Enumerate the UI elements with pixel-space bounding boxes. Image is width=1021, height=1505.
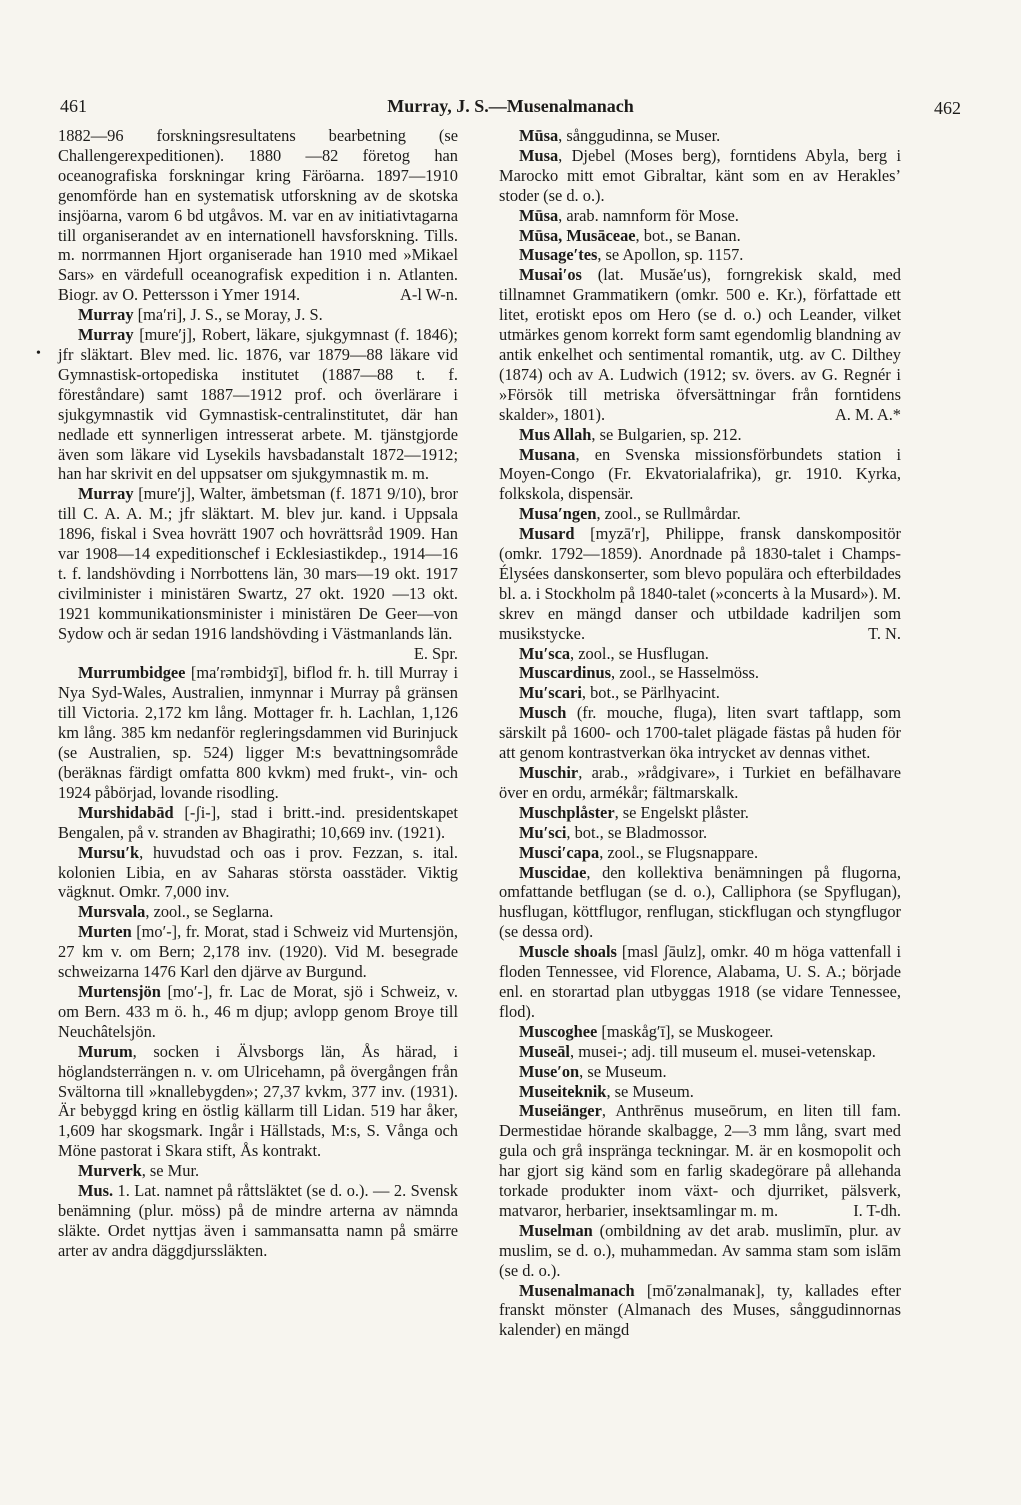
dictionary-entry (499, 663, 901, 683)
dictionary-entry (499, 823, 901, 843)
entry-headword: Mūsa (519, 126, 559, 145)
entry-text: , se Apollon, sp. 1157. (597, 245, 744, 265)
dictionary-entry (499, 226, 901, 246)
entry-headword: Musa′ngen (519, 504, 597, 524)
entry-text: , arab. namnform för Mose. (558, 205, 739, 225)
entry-headword: Murten (78, 922, 132, 942)
entry-headword: Mu′sci (519, 822, 567, 842)
entry-text: , en Svenska missionsförbundets station i Moyen-Congo (Fr. Ekvatorialafrika), gr. 1910. Kyrka, folkskola, dispensär. (499, 444, 901, 504)
entry-text: [-ʃi-], stad i britt.-ind. presidentskapet Bengalen, på v. stranden av Bhagirathi; 10,669 inv. (1921). (58, 802, 458, 842)
entry-text: 1882—96 forskningsresultatens bearbetning (se Challengerexpeditionen). 1880 —82 företog han oceanografiska forskningar kring Färöarna. 1897—1910 genomförde han en systematisk utforskning av de skotska insjöarna, varom 6 bd utgåvos. M. var en av initiativtagarna till organiserandet av en internationell havsforskning. Tills. m. norrmannen Hjort organiserade han 1910 med »Mikael Sars» en värdefull oceanografisk expedition i n. Atlanten. Biogr. av O. Pettersson i Ymer 1914. (58, 126, 458, 305)
entry-text: , zool., se Rullmårdar. (596, 504, 741, 524)
entry-headword: Muschplåster (519, 802, 615, 822)
entry-headword: Mus. (78, 1181, 114, 1201)
entry-text: [maskåg′ī], se Muskogeer. (597, 1021, 774, 1041)
entry-text: , se Engelskt plåster. (614, 802, 749, 822)
dictionary-entry (58, 305, 458, 325)
dictionary-entry (499, 425, 901, 445)
entry-text: , den kollektiva benämningen på flugorna, omfattande betflugan (se d. o.), Calliphora (se Spyflugan), husflugan, köttflugor, renflugan, stickflugan och styngflugor (se dessa ord). (499, 862, 901, 942)
entry-headword: Musage′tes (519, 245, 598, 265)
margin-bullet: • (36, 346, 41, 361)
dictionary-entry (499, 445, 901, 505)
dictionary-entry (58, 922, 458, 982)
entry-text: (fr. mouche, fluga), liten svart taftlapp, som särskilt på 1600- och 1700-talet plägade fästas på huden för att genom kontrastverkan öka intrycket av dennas vithet. (499, 703, 901, 763)
dictionary-entry (499, 1062, 901, 1082)
entry-headword: Murray (78, 305, 134, 325)
entry-headword: Murshidabād (78, 802, 174, 822)
entry-text: 1. Lat. namnet på råttsläktet (se d. o.). — 2. Svensk benämning (plur. möss) på de mindre arterna av nämnda släkte. Ordet nyttjas även i sammansatta namn på smärre arter av andra däggdjurssläkten. (58, 1181, 458, 1260)
entry-text: , Djebel (Moses berg), forntidens Abyla, berg i Marocko mitt emot Gibraltar, känt som en av Herakles’ stoder (se d. o.). (499, 145, 901, 205)
entry-headword: Muschir (519, 763, 579, 782)
dictionary-entry (58, 126, 458, 305)
entry-headword: Murrumbidgee (78, 663, 186, 683)
dictionary-entry (58, 803, 458, 843)
entry-headword: Musch (519, 703, 567, 723)
entry-text: , zool., se Flugsnappare. (599, 842, 759, 862)
dictionary-entry (499, 1221, 901, 1281)
dictionary-entry (58, 902, 458, 922)
entry-headword: Muselman (519, 1220, 593, 1240)
entry-text: [mo′-], fr. Lac de Morat, sjö i Schweiz, v. om Bern. 433 m ö. h., 46 m djup; avlopp genom Broye till Neuchâtelsjön. (58, 981, 458, 1041)
entry-headword: Murum (78, 1041, 133, 1061)
entry-headword: Mursvala (78, 902, 146, 922)
entry-text: , se Mur. (141, 1161, 200, 1181)
entry-headword: Mūsa, Musāceae (519, 225, 636, 245)
entry-text: , bot., se Pärlhyacint. (581, 683, 720, 703)
entry-text: , Anthrēnus museōrum, en liten till fam. Dermestidae hörande skalbagge, 2—3 mm lång, svart med gula och grå inspränga teckningar. M. är en kosmopolit och har gjort sig känd som en farlig skadegörare på allehanda torkade produkter inom växt- och djurriket, pälsverk, matvaror, herbarier, insektsamlingar m. m. (499, 1101, 901, 1220)
dictionary-entry (499, 504, 901, 524)
author-signature: E. Spr. (413, 643, 458, 663)
running-head: Murray, J. S.—Musenalmanach (387, 96, 634, 116)
entry-headword: Mūsa (519, 205, 559, 225)
entry-headword: Musard (519, 524, 575, 544)
entry-text: , se Museum. (579, 1061, 667, 1081)
entry-text: [mō′zənalmanak], ty, kallades efter franskt mönster (Almanach des Muses, sånggudinnornas kalender) en mängd (499, 1280, 901, 1340)
entry-text: , zool., se Seglarna. (145, 902, 274, 922)
entry-text: [ma′rəmbidʒī], biflod fr. h. till Murray i Nya Syd-Wales, Australien, inmynnar i Murray på gränsen till Victoria. 2,172 km lång. Mottager fr. h. Lachlan, 1,126 km lång. 385 km nedanför regleringsdammen vid Burinjuck (se Australien, sp. 524) ligger M:s bevattningsområde (beräknas färdigt omfatta 800 kvkm) med frukt-, vin- och 1924 påbörjad, lovande risodling. (58, 663, 458, 802)
page-number-left: 461 (60, 96, 87, 116)
dictionary-entry (58, 484, 458, 663)
entry-text: , musei-; adj. till museum el. musei-vetenskap. (570, 1041, 876, 1061)
entry-headword: Museiänger (519, 1101, 602, 1121)
entry-text: , bot., se Bladmossor. (566, 822, 708, 842)
entry-headword: Mus Allah (519, 424, 592, 444)
entry-headword: Murverk (78, 1161, 142, 1181)
dictionary-entry (499, 644, 901, 664)
dictionary-entry (58, 1161, 458, 1181)
author-signature: A-l W-n. (400, 285, 458, 305)
dictionary-entry (499, 703, 901, 763)
entry-text: , zool., se Husflugan. (570, 643, 709, 663)
dictionary-entry (499, 126, 901, 146)
entry-headword: Muse′on (519, 1061, 580, 1081)
entry-text: , se Museum. (606, 1081, 694, 1101)
entry-text: , arab., »rådgivare», i Turkiet en befälhavare över en ordu, armékår; fältmarskalk. (499, 763, 901, 802)
right-column (499, 126, 901, 1340)
entry-headword: Musci′capa (519, 842, 600, 862)
author-signature: A. M. A.* (834, 404, 901, 424)
entry-headword: Museāl (519, 1041, 570, 1061)
entry-headword: Muscoghee (519, 1021, 598, 1041)
entry-text: [mure′j], Walter, ämbetsman (f. 1871 9/10), bror till C. A. A. M.; jfr släktart. M. blev jur. kand. i Uppsala 1896, fiskal i Svea hovrätt 1907 och hovrättsråd 1909. Han var 1908—14 expeditionschef i Ecklesiastikdep., 1914—16 t. f. landshövding i Norrbottens län, 30 mars—19 okt. 1917 civilminister i ministären Swartz, 27 okt. 1920 —13 okt. 1921 kommunikationsminister i ministären De Geer—von Sydow och är sedan 1916 landshövding i Västmanlands län. (58, 484, 458, 643)
entry-headword: Musana (519, 444, 576, 464)
author-signature: I. T-dh. (853, 1200, 901, 1220)
dictionary-entry (58, 663, 458, 802)
dictionary-entry (499, 245, 901, 265)
dictionary-entry (499, 843, 901, 863)
entry-headword: Musa (519, 145, 559, 165)
dictionary-entry (499, 942, 901, 1022)
entry-headword: Muscardinus (519, 663, 611, 683)
entry-headword: Murtensjön (78, 981, 161, 1001)
entry-headword: Museiteknik (519, 1081, 607, 1101)
dictionary-entry (499, 1082, 901, 1102)
dictionary-entry (499, 1281, 901, 1341)
entry-text: [myzā′r], Philippe, fransk danskompositör (omkr. 1792—1859). Anordnade på 1830-talet i Champs-Élysées danskonserter, som blevo populära och efterbildades bl. a. i Stockholm på 1840-talet (»concerts à la Musard»). M. skrev en mängd danser och utbildade kadriljen som musikstycke. (499, 524, 901, 643)
entry-headword: Mursu′k (78, 842, 140, 862)
dictionary-entry (499, 146, 901, 206)
entry-text: [ma′ri], J. S., se Moray, J. S. (133, 305, 323, 325)
dictionary-entry (58, 843, 458, 903)
author-signature: T. N. (868, 623, 901, 643)
entry-headword: Murray (78, 484, 134, 504)
entry-text: , zool., se Hasselmöss. (611, 663, 759, 683)
dictionary-entry (499, 1101, 901, 1220)
entry-headword: Mu′sca (519, 643, 571, 663)
entry-text: , se Bulgarien, sp. 212. (591, 424, 742, 444)
entry-text: , socken i Älvsborgs län, Ås härad, i höglandsterrängen n. v. om Ulricehamn, på övergången från Svältorna till »knallebygden»; 27,37 kvkm, 377 inv. (1931). Är bebyggd kring en östlig källarm till Lidan. 519 har åker, 1,609 har skogsmark. Ingår i Hällstads, M:s, S. Vånga och Möne pastorat i Skara stift, Ås kontrakt. (58, 1041, 458, 1161)
entry-text: , bot., se Banan. (635, 225, 741, 245)
entry-text: , sånggudinna, se Muser. (558, 126, 721, 145)
dictionary-entry (58, 1181, 458, 1261)
entry-headword: Mu′scari (519, 683, 582, 703)
dictionary-entry (499, 1042, 901, 1062)
dictionary-entry (58, 1042, 458, 1161)
dictionary-entry (499, 265, 901, 424)
dictionary-entry (499, 683, 901, 703)
entry-text: (ombildning av det arab. muslimīn, plur. av muslim, se d. o.), muhammedan. Av samma stam som islām (se d. o.). (499, 1220, 901, 1280)
dictionary-entry (499, 524, 901, 643)
dictionary-entry (499, 763, 901, 803)
entry-headword: Murray (78, 325, 134, 345)
left-column (58, 126, 458, 1261)
dictionary-entry (58, 325, 458, 484)
dictionary-entry (499, 1022, 901, 1042)
entry-text: [masl ʃāulz], omkr. 40 m höga vattenfall i floden Tennessee, vid Florence, Alabama, U. S. A.; började enl. en storartad plan utbyggas 1918 (se vidare Tennessee, flod). (499, 942, 901, 1021)
dictionary-entry (499, 863, 901, 943)
page-number-right: 462 (934, 98, 961, 118)
entry-text: , huvudstad och oas i prov. Fezzan, s. ital. kolonien Libia, en av Saharas största oasstäder. Viktig vägknut. Omkr. 7,000 inv. (58, 842, 458, 902)
dictionary-entry (58, 982, 458, 1042)
dictionary-entry (499, 803, 901, 823)
entry-text: [mo′-], fr. Morat, stad i Schweiz vid Murtensjön, 27 km v. om Bern; 2,178 inv. (1920). Vid M. besegrade schweizarna 1476 Karl den djärve av Burgund. (58, 922, 458, 982)
entry-text: [mure′j], Robert, läkare, sjukgymnast (f. 1846); jfr släktart. Blev med. lic. 1876, var 1879—88 läkare vid Gymnastisk-ortopediska institutet (1887—88 t. f. föreståndare) samt 1887—1912 prof. och överlärare i sjukgymnastik vid Gymnastisk-centralinstitutet, där han nedlade ett synnerligen intresserat arbete. M. tjänstgjorde även som läkare vid Lysekils havsbadanstalt 1872—1912; han har skrivit en del uppsatser om sjukgymnastik m. m. (58, 325, 458, 484)
entry-headword: Muscle shoals (519, 942, 617, 962)
dictionary-entry (499, 206, 901, 226)
entry-headword: Musenalmanach (519, 1280, 635, 1300)
entry-headword: Muscidae (519, 862, 587, 882)
entry-text: (lat. Musăe′us), forngrekisk skald, med tillnamnet Grammatikern (omkr. 500 e. Kr.), författade ett litet, erotiskt epos om Hero (se d. o.) och Leander, vilket utmärkes genom korrekt form samt egendomlig blandning av antik enkelhet och sentimental romantik, utg. av C. Dilthey (1874) och av A. Ludwich (1912; sv. övers. av G. Regnér i »Försök till metriska öfversättningar från forntidens skalder», 1801). (499, 265, 901, 424)
entry-headword: Musai′os (519, 265, 582, 285)
